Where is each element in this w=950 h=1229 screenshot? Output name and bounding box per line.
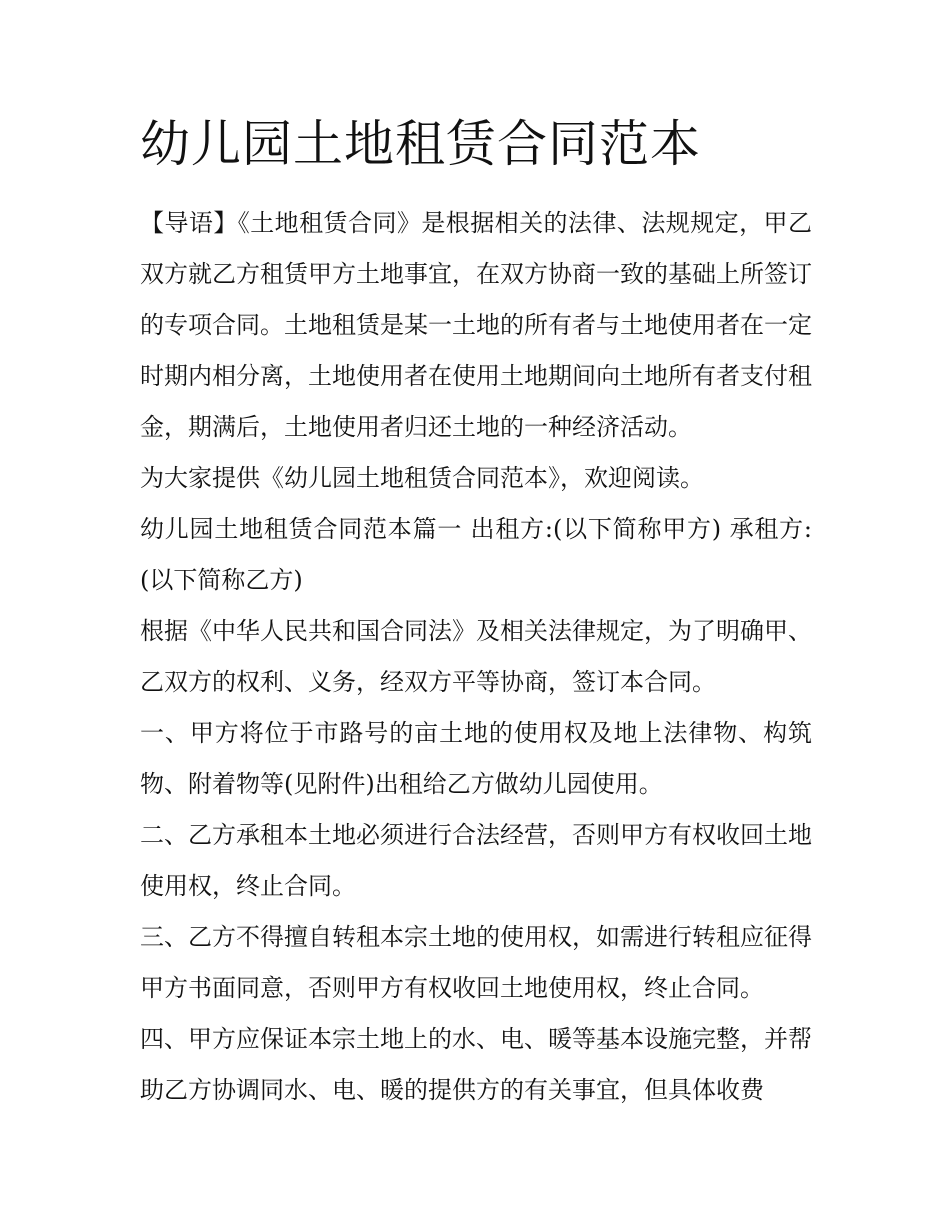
paragraph-parties: 幼儿园土地租赁合同范本篇一 出租方:(以下简称甲方) 承租方:(以下简称乙方) [140, 515, 812, 594]
paragraph-clause-3: 三、乙方不得擅自转租本宗土地的使用权，如需进行转租应征得甲方书面同意，否则甲方有权收回土地使用权，终止合同。 [140, 923, 812, 1002]
paragraph-preamble: 根据《中华人民共和国合同法》及相关法律规定，为了明确甲、乙双方的权利、义务，经双方平等协商，签订本合同。 [140, 617, 812, 696]
paragraph-clause-1: 一、甲方将位于市路号的亩土地的使用权及地上法律物、构筑物、附着物等(见附件)出租给乙方做幼儿园使用。 [140, 719, 812, 798]
paragraph-clause-2: 二、乙方承租本土地必须进行合法经营，否则甲方有权收回土地使用权，终止合同。 [140, 821, 812, 900]
paragraph-introduction: 【导语】《土地租赁合同》是根据相关的法律、法规规定，甲乙双方就乙方租赁甲方土地事宜，在双方协商一致的基础上所签订的专项合同。土地租赁是某一土地的所有者与土地使用者在一定时期内相分离，土地使用者在使用土地期间向土地所有者支付租金，期满后，土地使用者归还土地的一种经济活动。 [140, 209, 812, 441]
paragraph-welcome: 为大家提供《幼儿园土地租赁合同范本》，欢迎阅读。 [140, 464, 704, 492]
paragraph-clause-4: 四、甲方应保证本宗土地上的水、电、暖等基本设施完整，并帮助乙方协调同水、电、暖的提供方的有关事宜，但具体收费 [140, 1025, 812, 1104]
document-title: 幼儿园土地租赁合同范本 [140, 115, 701, 173]
document-body [140, 198, 812, 1116]
